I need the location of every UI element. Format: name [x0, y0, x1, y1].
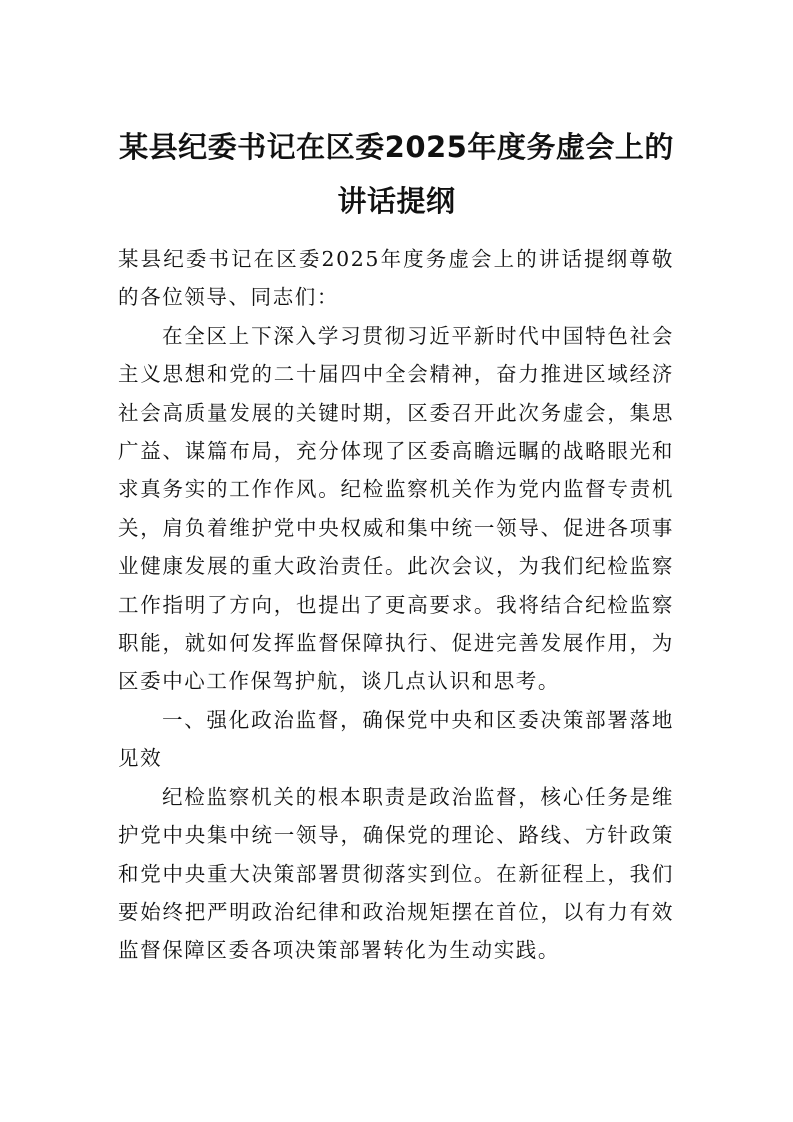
- section-1-paragraph: 纪检监察机关的根本职责是政治监督，核心任务是维护党中央集中统一领导，确保党的理论、路线、方针政策和党中央重大决策部署贯彻落实到位。在新征程上，我们要始终把严明政治纪律和政治规矩摆在首位，以有力有效监督保障区委各项决策部署转化为生动实践。: [118, 784, 674, 963]
- document-body: [118, 240, 674, 970]
- document-title: 某县纪委书记在区委2025年度务虚会上的讲话提纲: [119, 130, 674, 218]
- intro-paragraph: 在全区上下深入学习贯彻习近平新时代中国特色社会主义思想和党的二十届四中全会精神，奋力推进区域经济社会高质量发展的关键时期，区委召开此次务虚会，集思广益、谋篇布局，充分体现了区委高瞻远瞩的战略眼光和求真务实的工作作风。纪检监察机关作为党内监督专责机关，肩负着维护党中央权威和集中统一领导、促进各项事业健康发展的重大政治责任。此次会议，为我们纪检监察工作指明了方向，也提出了更高要求。我将结合纪检监察职能，就如何发挥监督保障执行、促进完善发展作用，为区委中心工作保驾护航，谈几点认识和思考。: [118, 323, 674, 694]
- section-heading-1: 一、强化政治监督，确保党中央和区委决策部署落地见效: [118, 707, 674, 771]
- opening-paragraph: 某县纪委书记在区委2025年度务虚会上的讲话提纲尊敬的各位领导、同志们：: [118, 247, 674, 310]
